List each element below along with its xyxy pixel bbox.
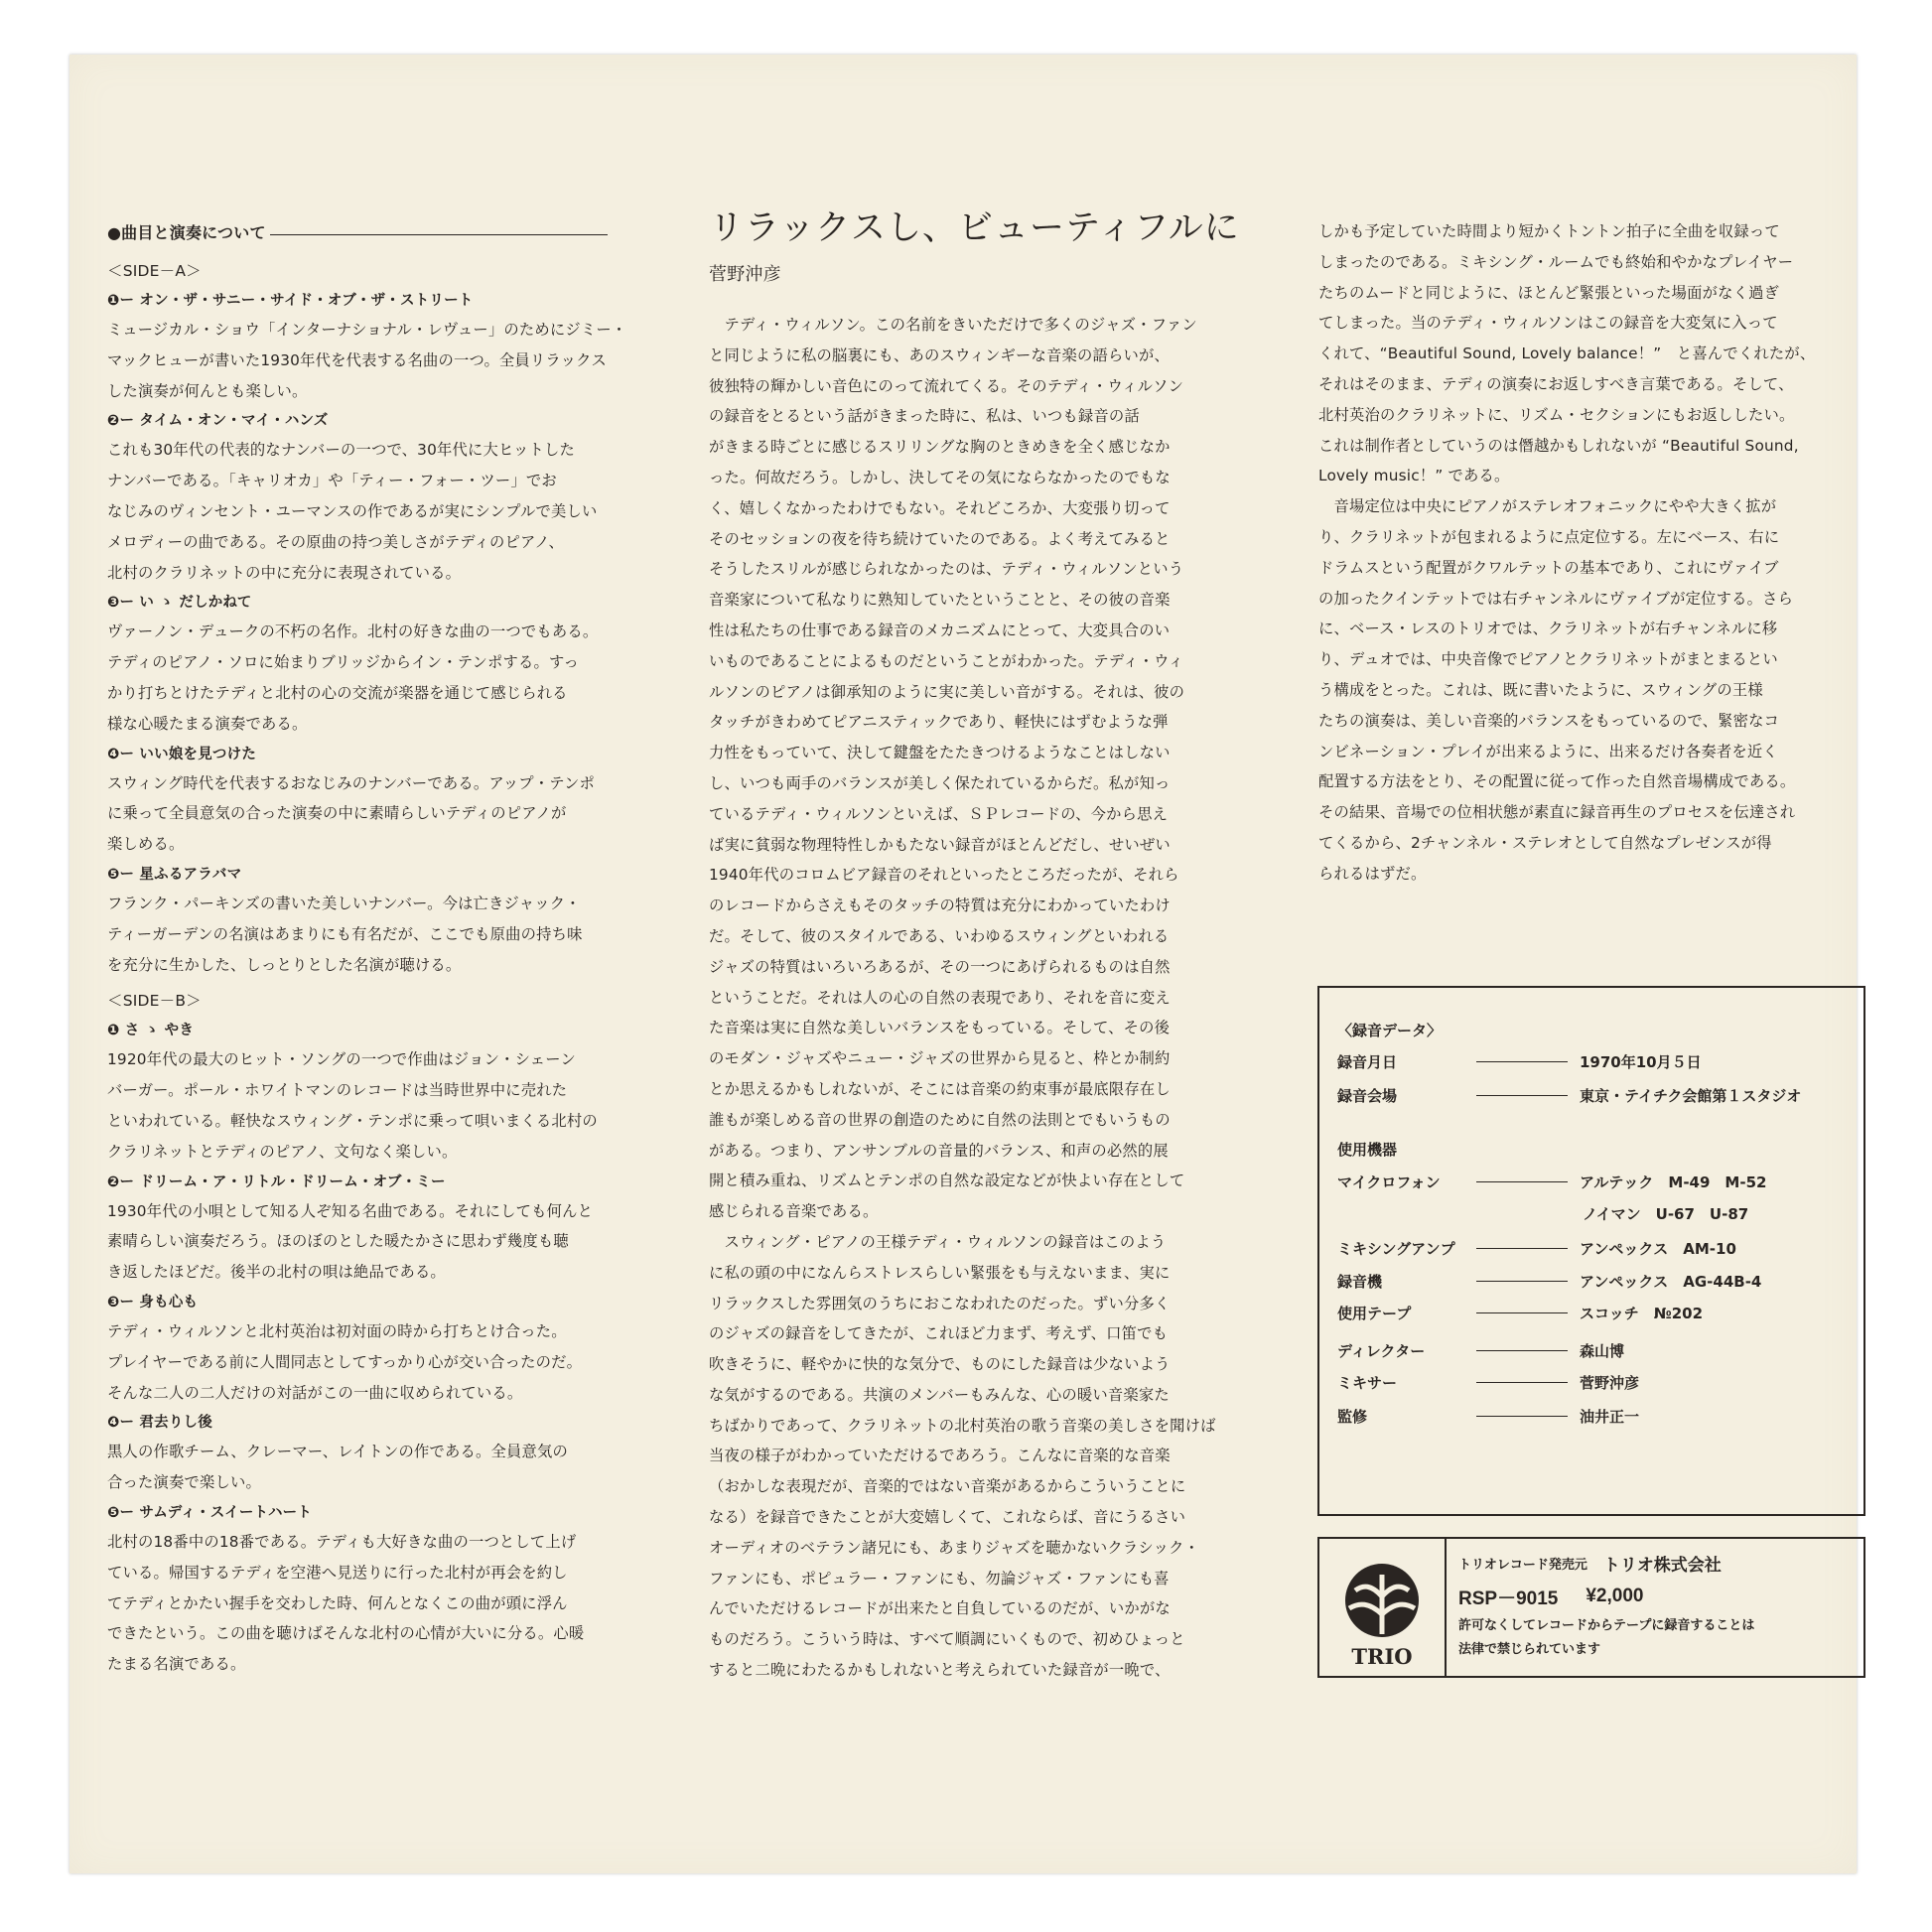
mixer-row: [1337, 1370, 1854, 1394]
track-description-line: を充分に生かした、しっとりとした名演が聴ける。: [107, 955, 462, 974]
track-description-line: に乗って全員意気の合った演奏の中に素晴らしいテディのピアノが: [107, 804, 567, 823]
paragraph-line: られるはずだ。: [1318, 864, 1427, 883]
equipment-row: [1337, 1137, 1854, 1161]
tape-label: 使用テープ: [1337, 1304, 1412, 1322]
paragraph-line: とか思えるかもしれないが、そこには音楽の約束事が最底限存在し: [709, 1079, 1171, 1098]
catalog-number: RSP－9015: [1458, 1587, 1559, 1609]
paragraph-line: に私の頭の中になんらストレスらしい緊張をも与えないまま、実に: [709, 1263, 1171, 1282]
logo-wordmark: TRIO: [1351, 1644, 1413, 1669]
venue-row: [1337, 1083, 1854, 1107]
paragraph-line: しかも予定していた時間より短かくトントン拍子に全曲を収録って: [1318, 222, 1780, 240]
track-description-line: ティーガーデンの名演はあまりにも有名だが、ここでも原曲の持ち味: [107, 924, 583, 943]
paragraph-line: （おかしな表現だが、音楽的ではない音楽があるからこういうことに: [709, 1477, 1186, 1496]
track-description-line: マックヒューが書いた1930年代を代表する名曲の一つ。全員リラックス: [107, 350, 607, 369]
paragraph-line: Lovely music！” である。: [1318, 467, 1510, 485]
data-header: 〈録音データ〉: [1337, 1021, 1443, 1039]
leader-line: [1476, 1382, 1568, 1383]
paragraph-line: だ。そして、彼のスタイルである、いわゆるスウィングといわれる: [709, 926, 1170, 945]
paragraph-line: くれて、“Beautiful Sound, Lovely balance！” と喜んでくれたが、: [1318, 345, 1816, 363]
copy-notice-1: 許可なくしてレコードからテープに録音することは: [1458, 1618, 1755, 1633]
paragraph-line: 彼独特の輝かしい音色にのって流れてくる。そのテディ・ウィルソン: [709, 376, 1184, 395]
track-title: ❺ー サムディ・スイートハート: [107, 1504, 313, 1521]
track-description-line: ている。帰国するテディを空港へ見送りに行った北村が再会を約し: [107, 1563, 568, 1582]
paragraph-line: 開と積み重ね、リズムとテンポの自然な設定などが快よい存在として: [709, 1172, 1185, 1190]
essay-paragraph-2: [709, 1227, 1312, 1686]
paragraph-line: しまったのである。ミキシング・ルームでも終始和やかなプレイヤー: [1318, 252, 1794, 271]
track-description-line: 1920年代の最大のヒット・ソングの一つで作曲はジョン・シェーン: [107, 1050, 576, 1069]
paragraph-line: な気がするのである。共演のメンバーもみんな、心の暖い音楽家た: [709, 1385, 1170, 1404]
supervisor-row: [1337, 1404, 1854, 1428]
copy-notice-2: 法律で禁じられています: [1458, 1642, 1601, 1657]
track-title: ❶ー オン・ザ・サニー・サイド・オブ・ザ・ストリート: [107, 293, 474, 309]
leader-line: [1476, 1312, 1568, 1313]
venue-label: 録音会場: [1337, 1086, 1398, 1105]
track-description-line: ミュージカル・ショウ「インターナショナル・レヴュー」のためにジミー・: [107, 321, 627, 339]
track-description-line: 北村のクラリネットの中に充分に表現されている。: [107, 563, 462, 582]
track-description-line: バーガー。ポール・ホワイトマンのレコードは当時世界中に売れた: [107, 1081, 568, 1100]
paragraph-line: の録音をとるという話がきまった時に、私は、いつも録音の話: [709, 407, 1140, 426]
essay-continued-column: [1318, 216, 1932, 890]
track-title: ❸ー い ゝ だしかねて: [107, 595, 252, 612]
track-title: ❷ー ドリーム・ア・リトル・ドリーム・オブ・ミー: [107, 1173, 446, 1190]
paragraph-line: り、クラリネットが包まれるように点定位する。左にベース、右に: [1318, 527, 1780, 546]
track-description-line: した演奏が何んとも楽しい。: [107, 381, 308, 400]
essay-title: リラックスし、ビューティフルに: [709, 208, 1240, 248]
recording-data-box: [1317, 986, 1865, 1516]
track-description-line: てテディとかたい握手を交わした時、何んとなくこの曲が頭に浮ん: [107, 1593, 568, 1612]
essay-paragraph-3: [1318, 216, 1932, 491]
label-info-box: [1317, 1537, 1865, 1678]
paragraph-line: た音楽は実に自然な美しいバランスをもっている。そして、その後: [709, 1019, 1171, 1037]
paragraph-line: ルソンのピアノは御承知のように実に美しい音がする。それは、彼の: [709, 682, 1185, 701]
paragraph-line: いものであることによるものだということがわかった。テディ・ウィ: [709, 651, 1184, 670]
paragraph-line: そのセッションの夜を待ち続けていたのである。よく考えてみると: [709, 529, 1171, 548]
amp-value: アンペックス AM-10: [1580, 1239, 1736, 1258]
paragraph-line: ジャズの特質はいろいろあるが、その一つにあげられるものは自然: [709, 957, 1171, 976]
date-label: 録音月日: [1337, 1052, 1398, 1071]
data-header-row: [1337, 1018, 1854, 1041]
paragraph-line: の加ったクインテットでは右チャンネルにヴァイブが定位する。さら: [1318, 589, 1794, 608]
trio-logo-icon: [1319, 1539, 1445, 1676]
paragraph-line: 当夜の様子がわかっていただけるであろう。こんなに音楽的な音楽: [709, 1447, 1171, 1465]
recorder-label: 録音機: [1337, 1272, 1383, 1291]
track-title: ❷ー タイム・オン・マイ・ハンズ: [107, 413, 329, 430]
paragraph-line: 吹きそうに、軽やかに快的な気分で、ものにした録音は少ないよう: [709, 1355, 1171, 1374]
paragraph-line: った。何故だろう。しかし、決してその気にならなかったのでもな: [709, 468, 1171, 486]
track-description-line: これも30年代の代表的なナンバーの一つで、30年代に大ヒットした: [107, 441, 576, 460]
paragraph-line: 音場定位は中央にピアノがステレオフォニックにやや大きく拡が: [1318, 497, 1777, 516]
paragraph-line: ているテディ・ウィルソンといえば、ＳＰレコードの、今から思え: [709, 804, 1169, 823]
paragraph-line: し、いつも両手のバランスが美しく保たれているからだ。私が知っ: [709, 773, 1171, 792]
label-info-text: [1458, 1547, 1858, 1662]
distributor-label: トリオレコード発売元: [1458, 1557, 1587, 1573]
paragraph-line: のレコードからさえもそのタッチの特質は充分にわかっていたわけ: [709, 897, 1171, 915]
leader-line: [1476, 1416, 1568, 1417]
recorder-row: [1337, 1269, 1854, 1293]
paragraph-line: オーディオのベテラン諸兄にも、あまりジャズを聴かないクラシック・: [709, 1538, 1200, 1557]
paragraph-line: すると二晩にわたるかもしれないと考えられていた録音が一晩で、: [709, 1661, 1171, 1680]
paragraph-line: ちばかりであって、クラリネットの北村英治の歌う音楽の美しさを聞けば: [709, 1416, 1216, 1435]
track-description-line: ナンバーである。「キャリオカ」や「ティー・フォー・ツー」でお: [107, 472, 557, 490]
track-description-line: 黒人の作歌チーム、クレーマー、レイトンの作である。全員意気の: [107, 1443, 568, 1461]
company-name: トリオ株式会社: [1602, 1555, 1722, 1576]
paragraph-line: 音楽家について私なりに熟知していたということと、その彼の音楽: [709, 591, 1171, 610]
paragraph-line: がきまる時ごとに感じるスリリングな胸のときめきを全く感じなか: [709, 438, 1171, 457]
track-description-line: 様な心暖たまる演奏である。: [107, 714, 308, 733]
director-value: 森山博: [1580, 1341, 1625, 1360]
paragraph-line: ということだ。それは人の心の自然の表現であり、それを音に変え: [709, 988, 1171, 1007]
track-description-line: 楽しめる。: [107, 835, 185, 854]
director-label: ディレクター: [1337, 1341, 1426, 1360]
paragraph-line: なる）を録音できたことが大変嬉しくて、これならば、音にうるさい: [709, 1508, 1186, 1527]
track-description-line: フランク・パーキンズの書いた美しいナンバー。今は亡きジャック・: [107, 894, 581, 912]
amp-label: ミキシングアンプ: [1337, 1239, 1455, 1258]
paragraph-line: ものだろう。こういう時は、すべて順調にいくもので、初めひょっと: [709, 1630, 1185, 1649]
price: ¥2,000: [1586, 1586, 1644, 1606]
supervisor-value: 油井正一: [1580, 1407, 1640, 1426]
side-b-label: ＜SIDE－B＞: [107, 992, 202, 1011]
paragraph-line: ば実に貧弱な物理特性しかもたない録音がほとんどだし、せいぜい: [709, 835, 1171, 854]
leader-line: [1476, 1181, 1568, 1182]
side-b-tracks: [107, 1016, 693, 1680]
paragraph-line: り、デュオでは、中央音像でピアノとクラリネットがまとまるとい: [1318, 650, 1778, 669]
tape-row: [1337, 1301, 1854, 1324]
date-row: [1337, 1049, 1854, 1073]
paragraph-line: スウィング・ピアノの王様テディ・ウィルソンの録音はこのよう: [709, 1232, 1167, 1251]
paragraph-line: それはそのまま、テディの演奏にお返しすべき言葉である。そして、: [1318, 374, 1794, 393]
side-a-tracks: [107, 286, 693, 980]
track-description-line: たまる名演である。: [107, 1655, 246, 1674]
side-a-label: ＜SIDE－A＞: [107, 262, 202, 280]
paragraph-line: 1940年代のコロムビア録音のそれといったところだったが、それら: [709, 866, 1179, 885]
trio-logo: [1319, 1539, 1447, 1676]
paragraph-line: く、嬉しくなかったわけでもない。それどころか、大変張り切って: [709, 498, 1171, 517]
venue-value: 東京・テイチク会館第１スタジオ: [1580, 1086, 1802, 1105]
track-title: ❶ さ ゝ やき: [107, 1023, 195, 1039]
paragraph-line: ンビネーション・プレイが出来るように、出来るだけ各奏者を近く: [1318, 742, 1778, 760]
mic-row-2: [1337, 1201, 1854, 1225]
track-description-line: プレイヤーである前に人間同志としてすっかり心が交い合ったのだ。: [107, 1352, 583, 1371]
track-description-line: そんな二人の二人だけの対話がこの一曲に収められている。: [107, 1383, 523, 1402]
track-description-line: できたという。この曲を聴けばそんな北村の心情が大いに分る。心暖: [107, 1624, 585, 1643]
paragraph-line: 性は私たちの仕事である録音のメカニズムにとって、大変具合のい: [709, 621, 1171, 639]
paragraph-line: に、ベース・レスのトリオでは、クラリネットが右チャンネルに移: [1318, 620, 1778, 638]
mixer-label: ミキサー: [1337, 1373, 1398, 1392]
leader-line: [1476, 1061, 1568, 1062]
track-description-line: 北村の18番中の18番である。テディも大好きな曲の一つとして上げ: [107, 1532, 577, 1551]
paragraph-line: ファンにも、ポピュラー・ファンにも、勿論ジャズ・ファンにも喜: [709, 1569, 1170, 1587]
paragraph-line: リラックスした雰囲気のうちにおこなわれたのだった。ずい分多く: [709, 1294, 1171, 1312]
track-title: ❹ー 君去りし後: [107, 1415, 212, 1432]
essay-column: [709, 208, 1312, 1686]
heading-rule: [270, 234, 608, 235]
paragraph-line: その結果、音場での位相状態が素直に録音再生のプロセスを伝達され: [1318, 803, 1796, 822]
track-description-line: スウィング時代を代表するおなじみのナンバーである。アップ・テンポ: [107, 773, 596, 792]
director-row: [1337, 1338, 1854, 1362]
track-description-line: 合った演奏で楽しい。: [107, 1473, 261, 1492]
track-description-line: 1930年代の小唄として知る人ぞ知る名曲である。それにしても何んと: [107, 1201, 594, 1220]
leader-line: [1476, 1248, 1568, 1249]
track-description-line: き返したほどだ。後半の北村の唄は絶品である。: [107, 1263, 446, 1282]
track-title: ❹ー いい娘を見つけた: [107, 746, 257, 762]
mic-value-2: ノイマン U-67 U-87: [1583, 1204, 1749, 1223]
track-title: ❸ー 身も心も: [107, 1294, 199, 1311]
essay-paragraph-4: [1318, 491, 1932, 889]
paragraph-line: てくるから、2チャンネル・ステレオとして自然なプレゼンスが得: [1318, 833, 1772, 852]
track-description-line: ヴァーノン・デュークの不朽の名作。北村の好きな曲の一つでもある。: [107, 622, 599, 641]
catalog-line: [1458, 1579, 1858, 1614]
track-description-line: クラリネットとテディのピアノ、文句なく楽しい。: [107, 1142, 458, 1161]
mixer-value: 菅野沖彦: [1580, 1373, 1640, 1392]
tape-value: スコッチ №202: [1580, 1304, 1704, 1322]
section-heading: ●曲目と演奏について: [107, 216, 693, 250]
track-title: ❺ー 星ふるアラバマ: [107, 866, 242, 883]
paragraph-line: と同じように私の脳裏にも、あのスウィンギーな音楽の語らいが、: [709, 345, 1170, 364]
amp-row: [1337, 1236, 1854, 1260]
track-description-line: 素晴らしい演奏だろう。ほのぼのとした暖たかさに思わず幾度も聴: [107, 1232, 569, 1251]
distributor-line: [1458, 1547, 1858, 1579]
paragraph-line: 感じられる音楽である。: [709, 1202, 879, 1221]
essay-author: 菅野沖彦: [709, 264, 781, 285]
paragraph-line: テディ・ウィルソン。この名前をきいただけで多くのジャズ・ファン: [709, 316, 1197, 334]
recorder-value: アンペックス AG-44B-4: [1580, 1272, 1762, 1291]
track-notes-column: [107, 216, 693, 1680]
liner-notes-sheet: [69, 55, 1857, 1873]
supervisor-label: 監修: [1337, 1407, 1368, 1426]
paragraph-line: これは制作者としていうのは僭越かもしれないが “Beautiful Sound,: [1318, 436, 1799, 455]
paragraph-line: そうしたスリルが感じられなかったのは、テディ・ウィルソンという: [709, 560, 1184, 579]
paragraph-line: ドラムスという配置がクワルテットの基本であり、これにヴァイブ: [1318, 558, 1779, 577]
paragraph-line: 誰もが楽しめる音の世界の創造のために自然の法則とでもいうもの: [709, 1110, 1171, 1129]
paragraph-line: たちのムードと同じように、ほとんど緊張といった場面がなく過ぎ: [1318, 283, 1780, 302]
paragraph-line: てしまった。当のテディ・ウィルソンはこの録音を大変気に入って: [1318, 314, 1778, 333]
track-description-line: テディのピアノ・ソロに始まりブリッジからイン・テンポする。すっ: [107, 653, 580, 672]
mic-row: [1337, 1170, 1854, 1193]
track-description-line: メロディーの曲である。その原曲の持つ美しさがテディのピアノ、: [107, 532, 565, 551]
track-description-line: テディ・ウィルソンと北村英治は初対面の時から打ちとけ合った。: [107, 1321, 567, 1340]
essay-paragraph-1: [709, 310, 1312, 1227]
track-description-line: かり打ちとけたテディと北村の心の交流が楽器を通じて感じられる: [107, 683, 568, 702]
track-description-line: といわれている。軽快なスウィング・テンポに乗って唄いまくる北村の: [107, 1111, 598, 1130]
paragraph-line: う構成をとった。これは、既に書いたように、スウィングの王様: [1318, 680, 1763, 699]
paragraph-line: 配置する方法をとり、その配置に従って作った自然音場構成である。: [1318, 772, 1796, 791]
leader-line: [1476, 1281, 1568, 1282]
equipment-label: 使用機器: [1337, 1140, 1398, 1159]
track-description-line: なじみのヴィンセント・ユーマンスの作であるが実にシンプルで美しい: [107, 501, 598, 520]
mic-value-1: アルテック M-49 M-52: [1580, 1173, 1767, 1191]
paragraph-line: のモダン・ジャズやニュー・ジャズの世界から見ると、枠とか制約: [709, 1049, 1171, 1068]
paragraph-line: 北村英治のクラリネットに、リズム・セクションにもお返ししたい。: [1318, 405, 1795, 424]
paragraph-line: がある。つまり、アンサンブルの音量的バランス、和声の必然的展: [709, 1141, 1169, 1160]
leader-line: [1476, 1095, 1568, 1096]
paragraph-line: 力性をもっていて、決して鍵盤をたたきつけるようなことはしない: [709, 744, 1171, 762]
paragraph-line: のジャズの録音をしてきたが、これほど力まず、考えず、口笛でも: [709, 1324, 1169, 1343]
mic-label: マイクロフォン: [1337, 1173, 1441, 1191]
paragraph-line: たちの演奏は、美しい音楽的バランスをもっているので、緊密なコ: [1318, 711, 1780, 730]
date-value: 1970年10月５日: [1580, 1052, 1702, 1071]
leader-line: [1476, 1350, 1568, 1351]
paragraph-line: タッチがきわめてピアニスティックであり、軽快にはずむような弾: [709, 713, 1169, 732]
paragraph-line: んでいただけるレコードが出来たと自負しているのだが、いかがな: [709, 1599, 1171, 1618]
